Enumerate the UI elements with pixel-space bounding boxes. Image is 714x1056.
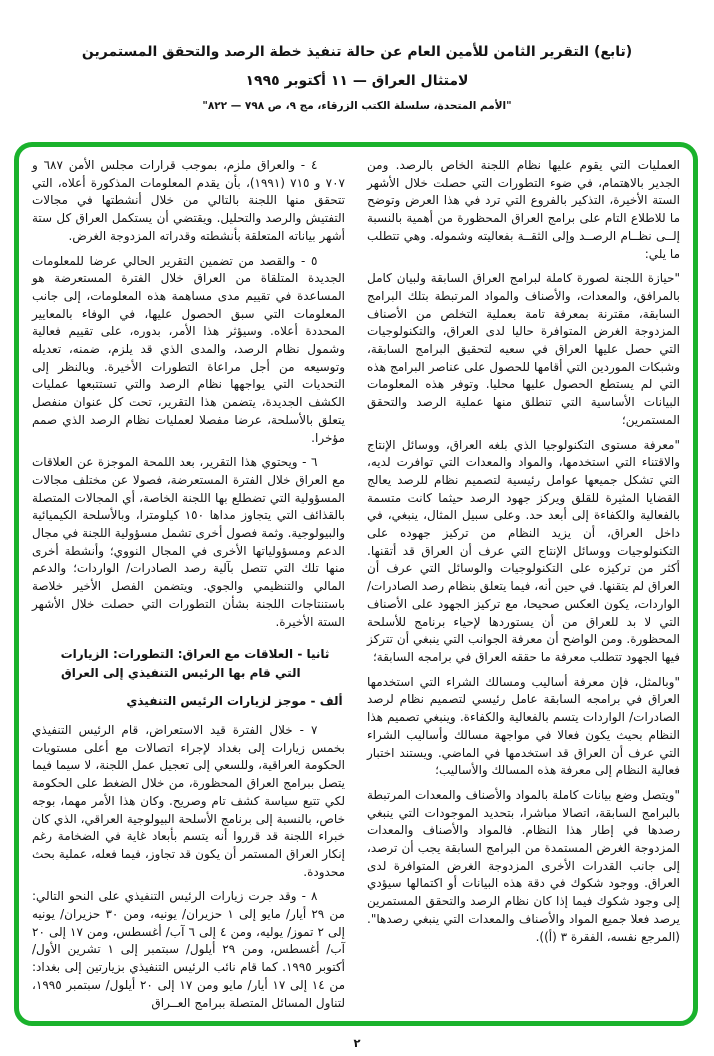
report-source-citation: "الأمم المتحدة، سلسلة الكتب الزرقاء، مج ٩، ص ٧٩٨ — ٨٢٢" <box>202 100 512 112</box>
column-right <box>367 157 680 1013</box>
text-frame-green-border <box>14 142 698 1026</box>
paragraph-quote: "ويتصل وضع بيانات كاملة بالمواد والأصناف والمعدات المرتبطة بالبرامج السابقة، اتصالا مباشرا، بتحديد الموجودات التي ينبغي رصدها في إطار هذا النظام. فالمواد والأصناف والمعدات المزدوجة الغرض المستمدة من البرامج السابقة يجب أن ترصد، إلى جانب القدرات الأخرى المزدوجة الغرض المتوافرة لدى العراق. ووجود شكوك في دقة هذه البيانات أو اكتمالها سيؤدي إلى وجود شكوك فيما إذا كان نظام الرصد والتحقق المستمرين يرصد فعلا جميع المواد والأصناف والمعدات التي ينبغي رصدها". (المرجع نفسه، الفقرة ٣ (أ)). <box>367 787 680 944</box>
paragraph-4: ٤ - والعراق ملزم، بموجب قرارات مجلس الأمن ٦٨٧ و ٧٠٧ و ٧١٥ (١٩٩١)، بأن يقدم المعلومات المذكورة أعلاه، التي تتحقق منها اللجنة بالتالي من خلال أنشطتها في مجالات التفتيش والرصد والتحليل. ويقتضي أن يستكمل العراق كل ستة أشهر بياناته المتعلقة بأنشطته وقدراته المزدوجة الغرض. <box>32 158 345 243</box>
paragraph-5: ٥ - والقصد من تضمين التقرير الحالي عرضا للمعلومات الجديدة المتلقاة من العراق خلال الفترة المستعرضة هو المساعدة في تقييم مدى مساهمة هذه المعلومات، إلى جانب المعلومات التي سبق الحصول عليها، في الوفاء بالمعايير المحددة أعلاه. وسيؤثر هذا الأمر، بدوره، على تقييم فعالية وشمول نظام الرصد، والمدى الذي قد يلزم، ضمنه، تعديله وتوسيعه من أجل مراعاة التطورات الأخيرة. وبالنظر إلى التحديات التي يواجهها نظام الرصد والتي تستتبعها عمليات الكشف الجديدة، يتضمن هذا التقرير، تحت كل عنوان منفصل يتعلق بالأسلحة، عرضا مفصلا لعمليات نظام الرصد الذي صمم مؤخرا. <box>32 253 345 445</box>
paragraph-7: ٧ - خلال الفترة قيد الاستعراض، قام الرئيس التنفيذي بخمس زيارات إلى بغداد لإجراء اتصالات مع أعلى مستويات الحكومة العراقية، وللسعي إلى تعجيل عمل اللجنة، لا سيما فيما يتصل ببرامج العراق المحظورة، من خلال الضغط على الحكومة لكي تتبع سياسة كشف تام وصريح. وكان هذا الأمر مهما، بوجه خاص، بالنسبة إلى برنامج الأسلحة البيولوجية العراقي، الذي كان خبراء اللجنة قد قرروا أنه يتسم بأبعاد غاية في الضخامة رغم إنكار العراق المستمر أن يكون قد تجاوز، فيما فعله، عملية بحث محدودة. <box>32 722 345 879</box>
report-subtitle: لامتثال العراق — ١١ أكتوبر ١٩٩٥ <box>245 73 469 89</box>
section-heading-line-2: التي قام بها الرئيس التنفيذي إلى العراق <box>61 666 301 681</box>
paragraph-quote: "وبالمثل، فإن معرفة أساليب ومسالك الشراء التي استخدمها العراق في برامجه السابقة عامل رئيسي لتصميم نظام لرصد الصادرات/ الواردات يتسم بالفعالية والكفاءة. وينبغي تصميم هذا النظام بحيث يكون فعالا في مواجهة مسالك وأساليب الشراء التي عرف أن العراق قد استخدمها في الماضي. ويستند اختبار فعالية النظام إلى معرفة هذه المسالك والأساليب؛ <box>367 674 680 778</box>
report-title: (تابع) التقرير الثامن للأمين العام عن حالة تنفيذ خطة الرصد والتحقق المستمرين <box>81 44 633 60</box>
sub-heading: ألف - موجز لزيارات الرئيس التنفيذي <box>126 694 343 709</box>
section-heading <box>32 645 329 683</box>
paragraph: العمليات التي يقوم عليها نظام اللجنة الخاص بالرصد. ومن الجدير بالاهتمام، في ضوء التطورات التي حصلت خلال الأشهر الستة الأخيرة، التذكير بالفروع التي ترد في هذا العرض وتوضح ما للاطلاع التام على برامج العراق المحظورة من أهمية بالنسبة إلــى نظــام الرصــد وإلى الثقــة بفعاليته وشموله. وهي تتطلب ما يلي: <box>367 158 680 261</box>
column-left <box>32 157 345 1013</box>
document-header <box>0 44 714 112</box>
paragraph-quote: "حيازة اللجنة لصورة كاملة لبرامج العراق السابقة ولبيان كامل بالمرافق، والمعدات، والأصناف والمواد المرتبطة بتلك البرامج السابقة، مقترنة بمعرفة تامة بعملية التخلص من الأصناف المزدوجة الغرض المتوافرة حاليا لدى العراق، والتكنولوجيات التي حصل عليها العراق في سعيه لتحقيق البرامج السابقة، وشبكات الموردين التي أقامها للحصول على عناصر البرامج هذه التي لم يستطع الحصول عليها محليا. وتوفر هذه المعلومات البيانات الأساسية التي تنطلق منها عملية الرصد والتحقق المستمرين؛ <box>367 271 680 427</box>
two-column-body <box>32 157 680 1013</box>
section-heading-line-1: ثانيا - العلاقات مع العراق: التطورات: الزيارات <box>60 647 330 662</box>
paragraph-6: ٦ - ويحتوي هذا التقرير، بعد اللمحة الموجزة عن العلاقات مع العراق خلال الفترة المستعرضة، فصولا عن مختلف مجالات المسؤولية التي تضطلع بها اللجنة الخاصة، أي المجالات المتصلة بالقذائف التي يتجاوز مداها ١٥٠ كيلومترا، وبالأسلحة الكيميائية والبيولوجية. وثمة فصول أخرى تشمل مسؤولية اللجنة في مجال الدعم ومسؤولياتها الأخرى في المجال النووي؛ وأنشطة أخرى منها تلك التي تتصل بآلية رصد الصادرات/ الواردات؛ والدعم المالي والتنظيمي والجوي. ويتضمن الفصل الأخير خلاصة باستنتاجات اللجنة بشأن التطورات التي حصلت خلال الأشهر الستة الأخيرة. <box>32 455 345 629</box>
page-number: ٢ <box>353 1036 361 1050</box>
paragraph-8: ٨ - وقد جرت زيارات الرئيس التنفيذي على النحو التالي: من ٢٩ أيار/ مايو إلى ١ حزيران/ يونيه، ومن ٣٠ حزيران/ يونيه إلى ٢ تموز/ يوليه، ومن ٤ إلى ٦ آب/ أغسطس، ومن ١٧ إلى ٢٠ آب/ أغسطس، ومن ٢٩ أيلول/ سبتمبر إلى ١ تشرين الأول/ أكتوبر ١٩٩٥. كما قام نائب الرئيس التنفيذي بزيارتين إلى بغداد: من ١٤ إلى ١٧ أيار/ مايو ومن ١٧ إلى ٢٠ أيلول/ سبتمبر ١٩٩٥، لتناول المسائل المتصلة ببرامج العــراق <box>32 889 345 1010</box>
paragraph-quote: "معرفة مستوى التكنولوجيا الذي بلغه العراق، ووسائل الإنتاج والاقتناء التي استخدمها، والمواد والمعدات التي توافرت لديه، التي تشكل جميعها عوامل رئيسية لتصميم نظام للرصد يعالج القضايا المثيرة للقلق ويركز جهود الرصد حيثما كانت متسمة بالفعالية والكفاءة إلى أبعد حد. وعلى سبيل المثال، ينبغي، في داخل العراق، أن يزيد النظام من تركيز جهوده على التكنولوجيات ووسائل الإنتاج التي عرف أن العراق قد أتقنها. أكثر من تركيزه على التكنولوجيات والوسائل التي عرف أن العراق لم يتقنها. في حين أنه، فيما يتعلق بنظام رصد الصادرات/الواردات، يكون العكس صحيحا، مع تركيز الجهود على الأصناف التي لا بد للعراق من أن يستوردها لإحياء برنامج للأسلحة المحظورة. ومن الواضح أن معرفة الجوانب التي ينبغي أن تتركز فيها الجهود تتطلب معرفة ما حققه العراق في برامجه السابقة؛ <box>367 437 680 664</box>
